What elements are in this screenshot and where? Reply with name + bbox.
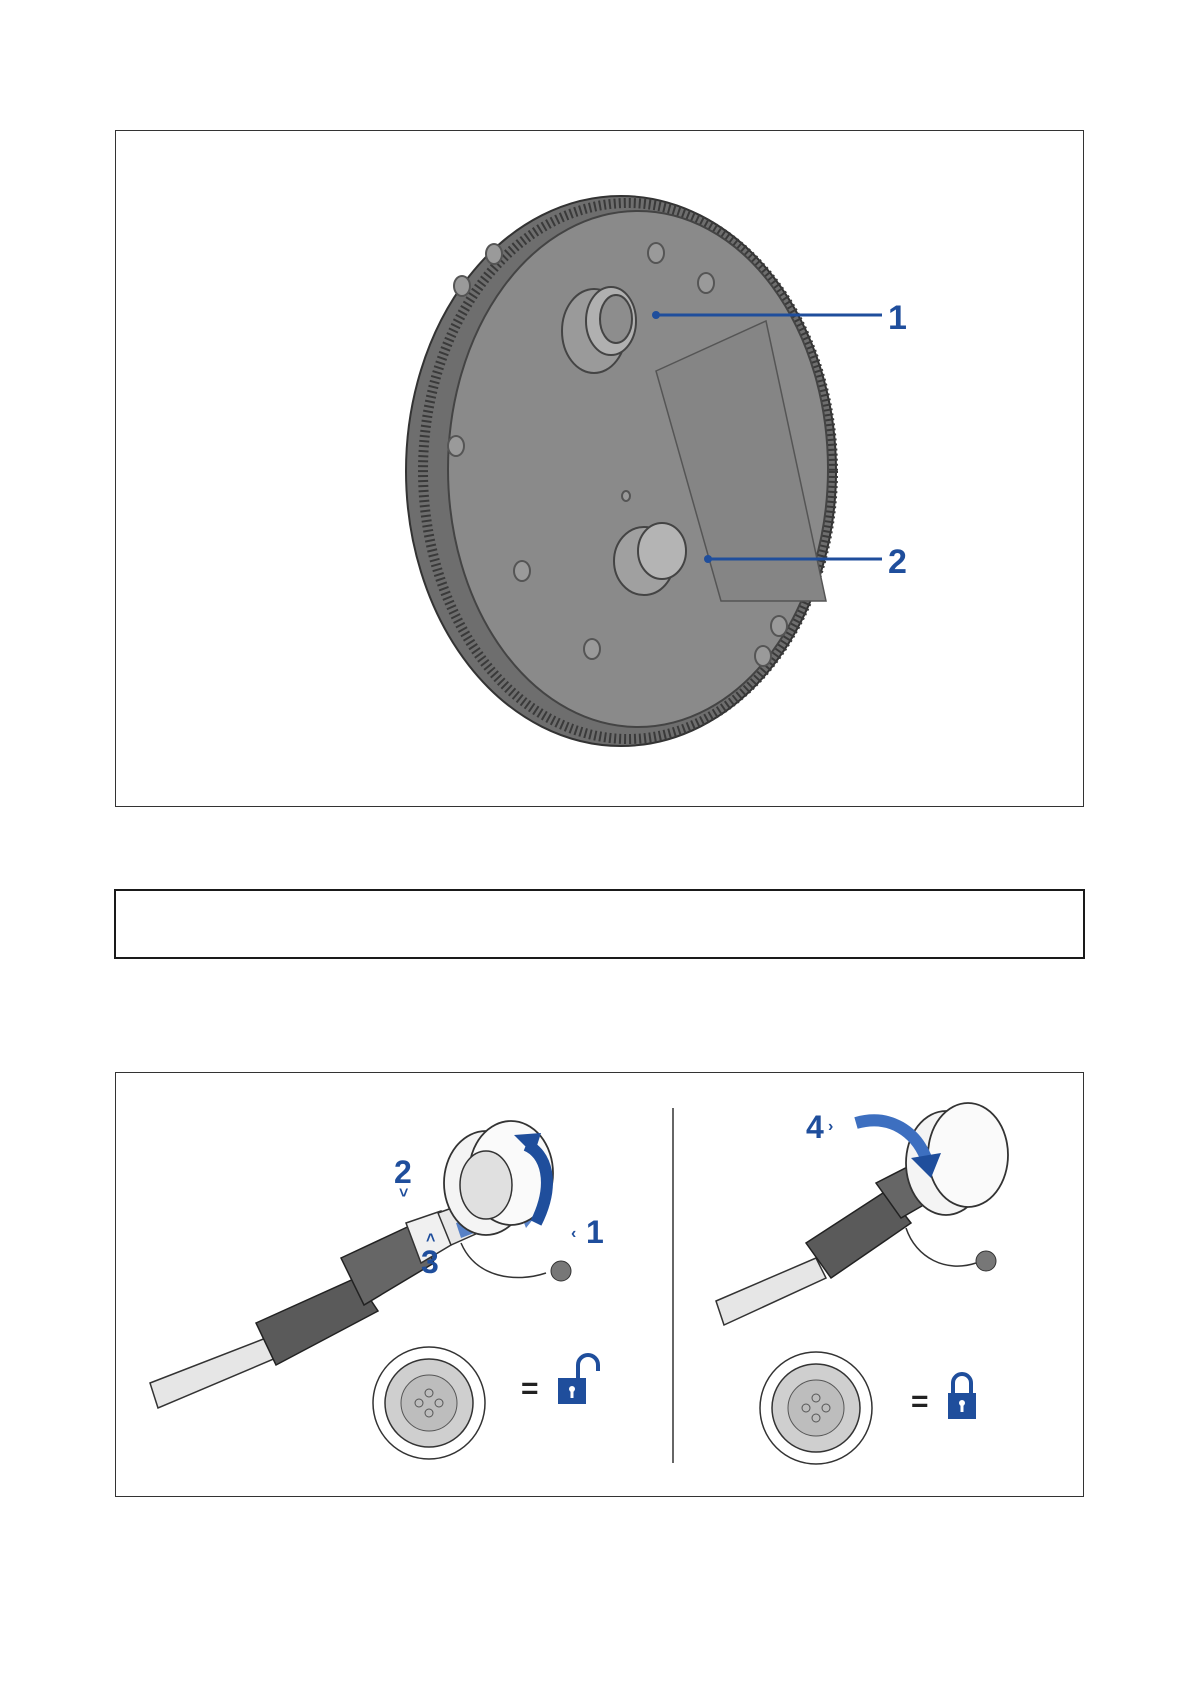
- cap-left: [551, 1261, 571, 1281]
- leader-dot-1: [652, 311, 660, 319]
- callout-left-3-chevron: ˄: [426, 1230, 436, 1247]
- callout-left-2-chevron: ˅: [399, 1185, 409, 1202]
- callout-1: 1: [888, 299, 907, 337]
- callout-left-2: 2: [394, 1154, 412, 1190]
- callout-left-1-chevron: ‹: [571, 1225, 577, 1242]
- tether-left: [461, 1243, 546, 1278]
- unlocked-icon: [558, 1355, 598, 1404]
- figure-device-back: [115, 130, 1084, 807]
- equals-right: =: [911, 1385, 929, 1418]
- tether-right: [906, 1228, 976, 1266]
- device-back-illustration: [116, 131, 1085, 808]
- callout-left-3: 3: [421, 1244, 439, 1280]
- equals-left: =: [521, 1372, 539, 1405]
- leader-dot-2: [704, 555, 712, 563]
- connector-face-unlocked: [373, 1347, 485, 1459]
- locked-icon: [948, 1374, 976, 1419]
- callout-right-4: 4: [806, 1109, 824, 1145]
- figure-cable-connection: [115, 1072, 1084, 1497]
- callout-2: 2: [888, 543, 907, 581]
- cable-connection-illustration: [116, 1073, 1085, 1498]
- note-box: [114, 889, 1085, 959]
- callout-left-1: 1: [586, 1214, 604, 1250]
- connector-face-locked: [760, 1352, 872, 1464]
- cap-right: [976, 1251, 996, 1271]
- callout-right-4-chevron: ›: [828, 1118, 834, 1135]
